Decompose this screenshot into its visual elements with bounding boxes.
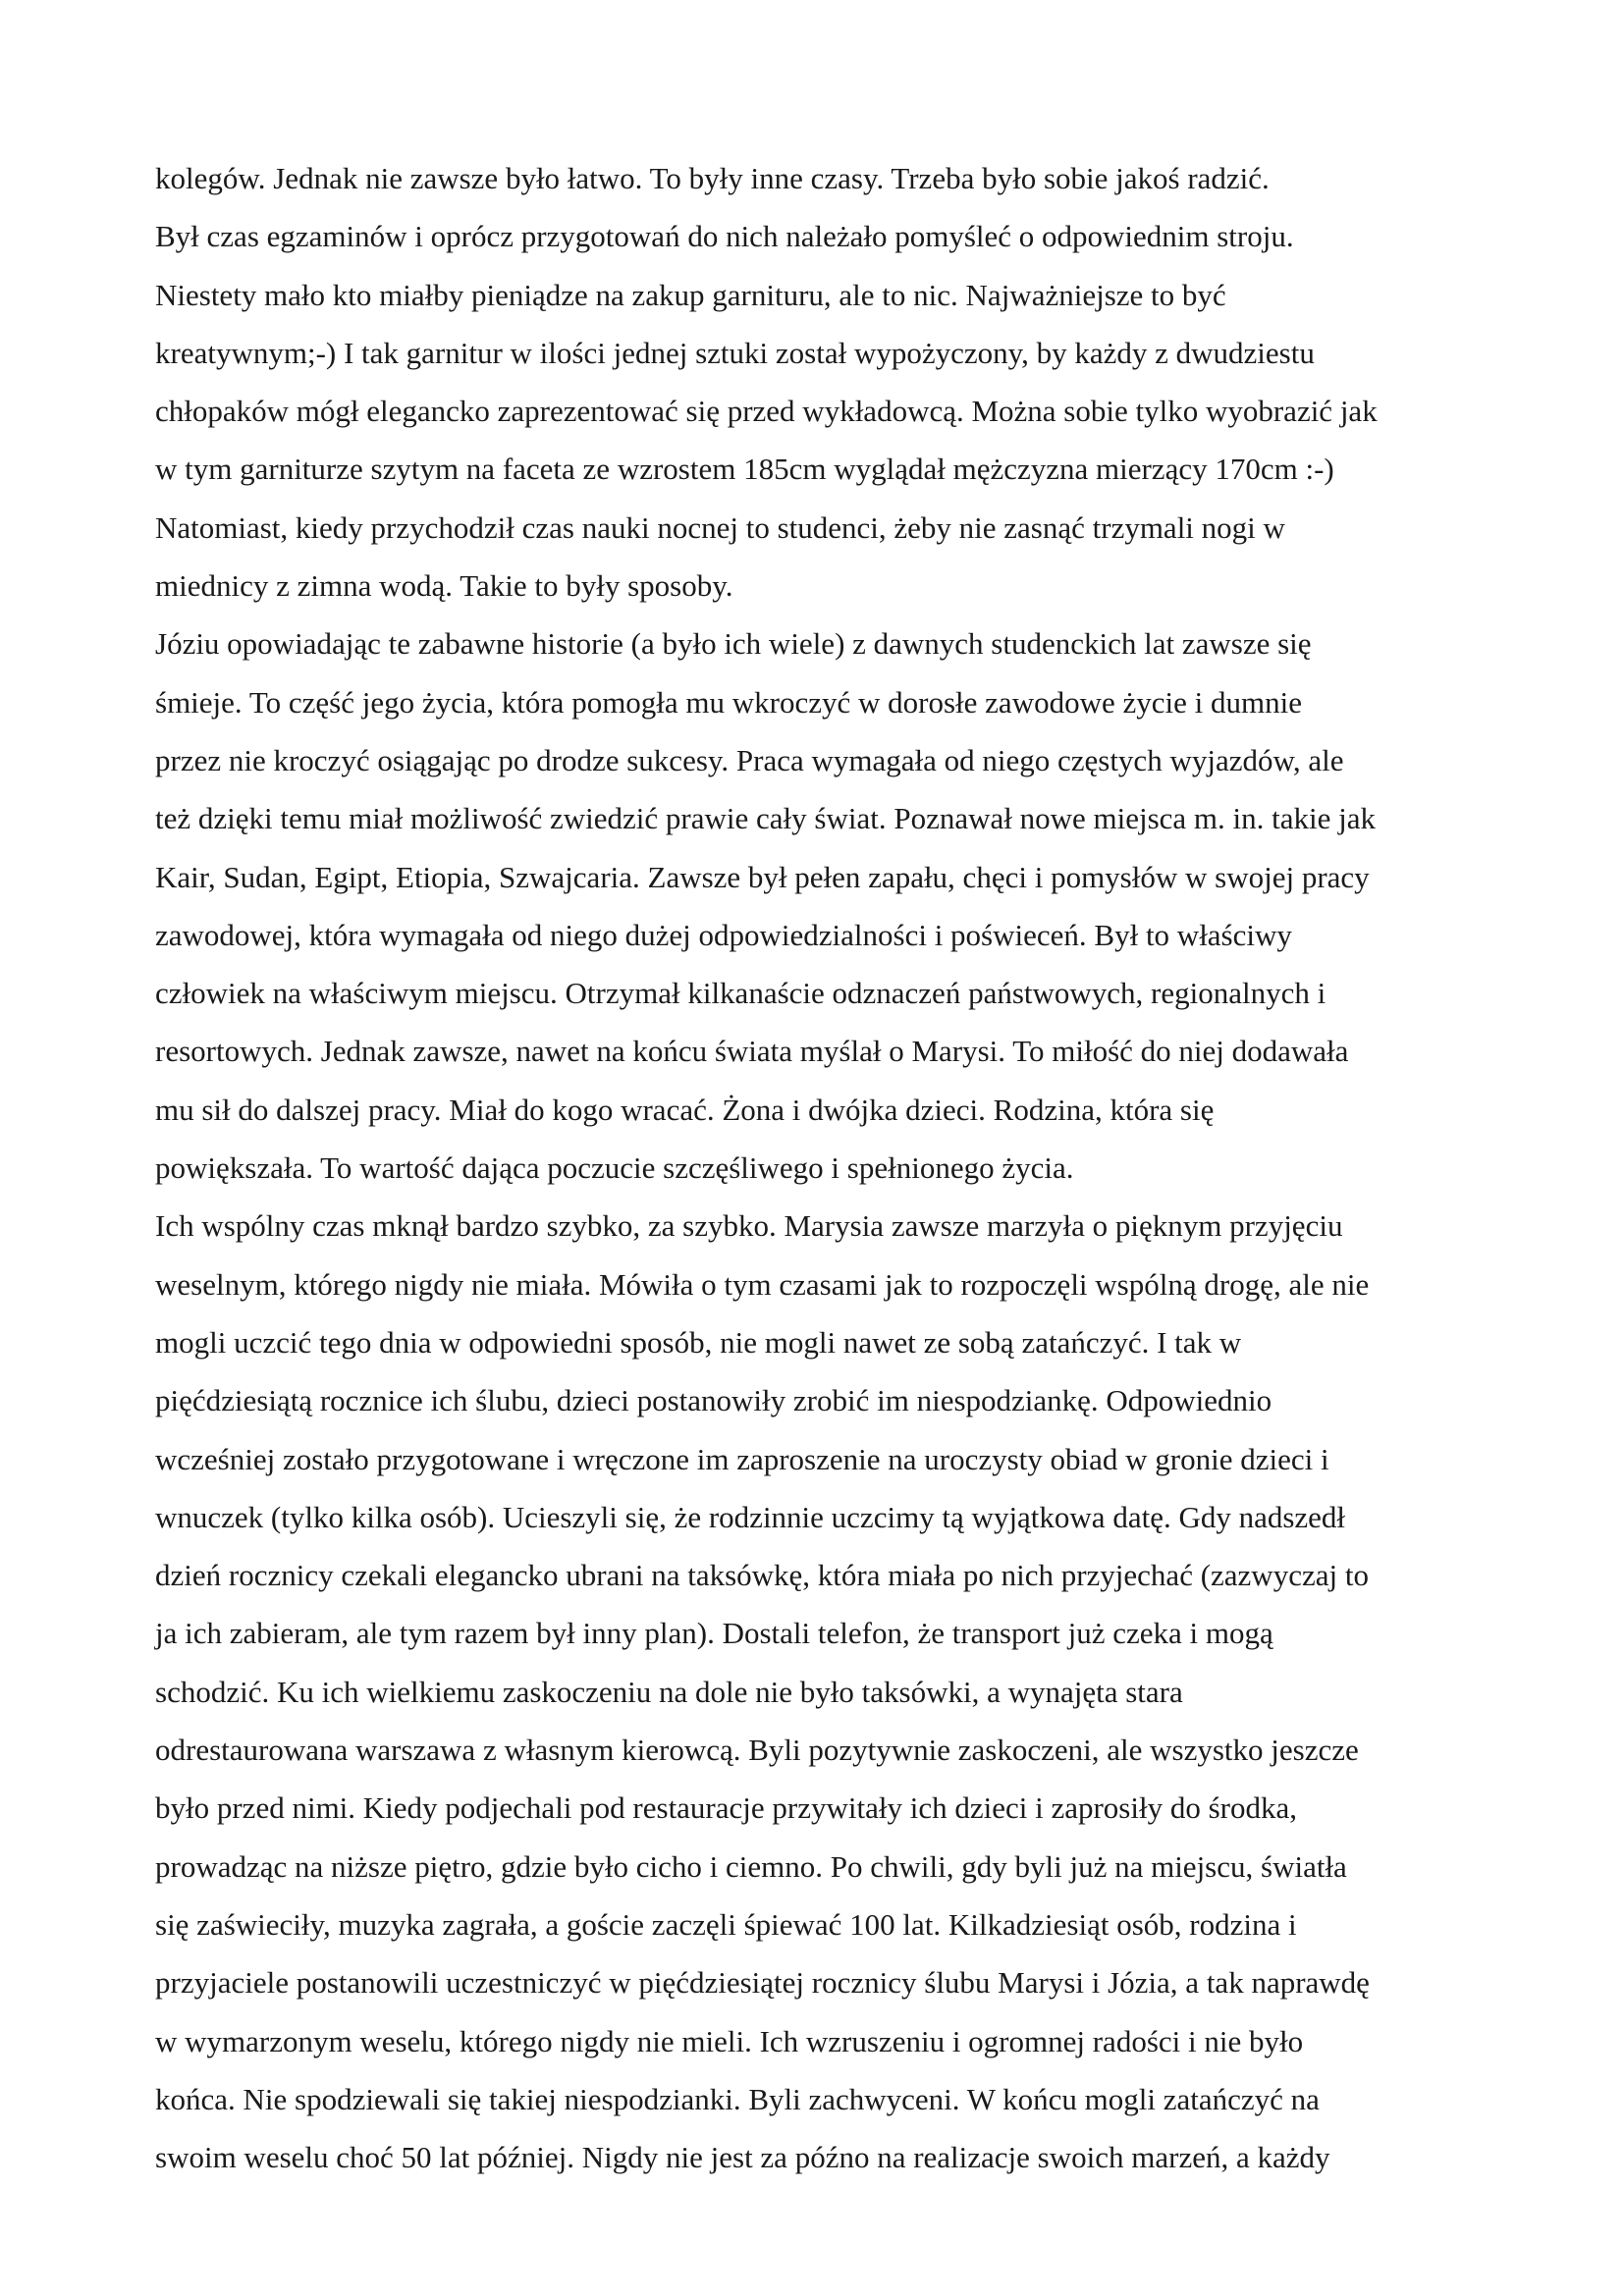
text-line: Był czas egzaminów i oprócz przygotowań do nich należało pomyśleć o odpowiednim stroju. xyxy=(155,219,1294,254)
text-line: było przed nimi. Kiedy podjechali pod restauracje przywitały ich dzieci i zaprosiły do środka, xyxy=(155,1790,1297,1826)
text-line: powiększała. To wartość dająca poczucie szczęśliwego i spełnionego życia. xyxy=(155,1150,1074,1186)
text-line: pięćdziesiątą rocznice ich ślubu, dzieci postanowiły zrobić im niespodziankę. Odpowiednio xyxy=(155,1383,1272,1418)
text-line: człowiek na właściwym miejscu. Otrzymał kilkanaście odznaczeń państwowych, regionalnych i xyxy=(155,976,1326,1011)
text-line: chłopaków mógł elegancko zaprezentować się przed wykładowcą. Można sobie tylko wyobrazić jak xyxy=(155,394,1378,429)
text-line: w wymarzonym weselu, którego nigdy nie mieli. Ich wzruszeniu i ogromnej radości i nie było xyxy=(155,2023,1304,2058)
text-line: mu sił do dalszej pracy. Miał do kogo wracać. Żona i dwójka dzieci. Rodzina, która się xyxy=(155,1092,1215,1127)
text-line: ja ich zabieram, ale tym razem był inny plan). Dostali telefon, że transport już czeka i mogą xyxy=(155,1616,1273,1651)
document-body-text xyxy=(155,149,1490,2186)
text-line: też dzięki temu miał możliwość zwiedzić prawie cały świat. Poznawał nowe miejsca m. in. takie jak xyxy=(155,801,1377,836)
text-line: miednicy z zimna wodą. Takie to były sposoby. xyxy=(155,568,733,604)
text-line: Kair, Sudan, Egipt, Etiopia, Szwajcaria. Zawsze był pełen zapału, chęci i pomysłów w swojej pracy xyxy=(155,859,1370,894)
text-line: przyjaciele postanowili uczestniczyć w pięćdziesiątej rocznicy ślubu Marysi i Józia, a tak naprawdę xyxy=(155,1965,1370,2001)
text-line: wnuczek (tylko kilka osób). Ucieszyli się, że rodzinnie uczcimy tą wyjątkowa datę. Gdy nadszedł xyxy=(155,1499,1346,1534)
text-line: schodzić. Ku ich wielkiemu zaskoczeniu na dole nie było taksówki, a wynajęta stara xyxy=(155,1674,1183,1709)
text-line: w tym garniturze szytym na faceta ze wzrostem 185cm wyglądał mężczyzna mierzący 170cm :-) xyxy=(155,452,1334,487)
text-line: prowadząc na niższe piętro, gdzie było cicho i ciemno. Po chwili, gdy byli już na miejscu, światła xyxy=(155,1848,1347,1884)
text-line: Natomiast, kiedy przychodził czas nauki nocnej to studenci, żeby nie zasnąć trzymali nogi w xyxy=(155,509,1285,545)
text-line: swoim weselu choć 50 lat później. Nigdy nie jest za późno na realizacje swoich marzeń, a każdy xyxy=(155,2140,1330,2175)
text-line: resortowych. Jednak zawsze, nawet na końcu świata myślał o Marysi. To miłość do niej dodawała xyxy=(155,1034,1349,1069)
text-line: Ich wspólny czas mknął bardzo szybko, za szybko. Marysia zawsze marzyła o pięknym przyjęciu xyxy=(155,1208,1343,1244)
text-line: mogli uczcić tego dnia w odpowiedni sposób, nie mogli nawet ze sobą zatańczyć. I tak w xyxy=(155,1324,1242,1360)
text-line: weselnym, którego nigdy nie miała. Mówiła o tym czasami jak to rozpoczęli wspólną drogę, ale nie xyxy=(155,1266,1370,1302)
text-line: odrestaurowana warszawa z własnym kierowcą. Byli pozytywnie zaskoczeni, ale wszystko jeszcze xyxy=(155,1733,1359,1768)
text-line: kreatywnym;-) I tak garnitur w ilości jednej sztuki został wypożyczony, by każdy z dwudziestu xyxy=(155,335,1315,370)
text-line: końca. Nie spodziewali się takiej niespodzianki. Byli zachwyceni. W końcu mogli zatańczyć na xyxy=(155,2081,1320,2116)
text-line: kolegów. Jednak nie zawsze było łatwo. To były inne czasy. Trzeba było sobie jakoś radzić. xyxy=(155,161,1270,195)
text-line: przez nie kroczyć osiągając po drodze sukcesy. Praca wymagała od niego częstych wyjazdów, ale xyxy=(155,742,1344,777)
text-line: śmieje. To część jego życia, która pomogła mu wkroczyć w dorosłe zawodowe życie i dumnie xyxy=(155,684,1302,720)
text-line: dzień rocznicy czekali elegancko ubrani na taksówkę, która miała po nich przyjechać (zazwyczaj to xyxy=(155,1558,1369,1593)
text-line: Niestety mało kto miałby pieniądze na zakup garnituru, ale to nic. Najważniejsze to być xyxy=(155,277,1226,312)
text-line: Józiu opowiadając te zabawne historie (a było ich wiele) z dawnych studenckich lat zawsze się xyxy=(155,626,1312,662)
text-line: wcześniej zostało przygotowane i wręczone im zaproszenie na uroczysty obiad w gronie dzieci i xyxy=(155,1441,1329,1476)
text-line: zawodowej, która wymagała od niego dużej odpowiedzialności i poświeceń. Był to właściwy xyxy=(155,917,1292,952)
text-line: się zaświeciły, muzyka zagrała, a goście zaczęli śpiewać 100 lat. Kilkadziesiąt osób, rodzina i xyxy=(155,1906,1297,1942)
